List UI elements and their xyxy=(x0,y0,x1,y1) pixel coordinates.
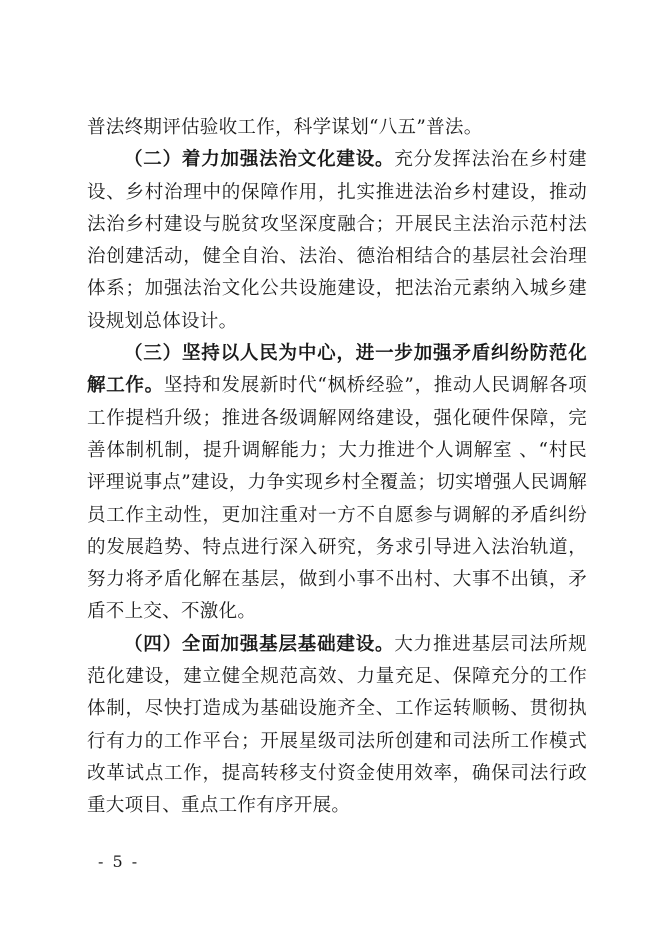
page-number: - 5 - xyxy=(98,852,140,871)
paragraph-text: 大力推进基层司法所规范化建设，建立健全规范高效、力量充足、保障充分的工作体制，尽快打造成为基础设施齐全、工作运转顺畅、贯彻执行有力的工作平台；开展星级司法所创建和司法所工作模式改革试点工作，提高转移支付资金使用效率，确保司法行政重大项目、重点工作有序开展。 xyxy=(87,633,587,817)
section-heading-4: （四）全面加强基层基础建设。 xyxy=(124,633,395,655)
paragraph-dispute-resolution xyxy=(87,338,587,629)
paragraph-grassroots-foundation xyxy=(87,629,587,823)
section-heading-2: （二）着力加强法治文化建设。 xyxy=(124,149,395,171)
document-body xyxy=(87,112,587,823)
paragraph-continuation xyxy=(87,112,587,144)
paragraph-rule-of-law-culture xyxy=(87,144,587,338)
paragraph-text: 普法终期评估验收工作，科学谋划“八五”普法。 xyxy=(87,117,483,138)
section-heading-3: （三）坚持以人民为中心，进一步加强矛盾纠纷防范化解工作。 xyxy=(87,343,587,397)
paragraph-text: 充分发挥法治在乡村建设、乡村治理中的保障作用，扎实推进法治乡村建设，推动法治乡村建设与脱贫攻坚深度融合；开展民主法治示范村法治创建活动，健全自治、法治、德治相结合的基层社会治理体系；加强法治文化公共设施建设，把法治元素纳入城乡建设规划总体设计。 xyxy=(87,149,587,332)
paragraph-text: 坚持和发展新时代“枫桥经验”，推动人民调解各项工作提档升级；推进各级调解网络建设，强化硬件保障，完善体制机制，提升调解能力；大力推进个人调解室 、“村民评理说事点”建设，力争实现乡村全覆盖；切实增强人民调解员工作主动性，更加注重对一方不自愿参与调解的矛盾纠纷的发展趋势、特点进行深入研究，务求引导进入法治轨道，努力将矛盾化解在基层，做到小事不出村、大事不出镇，矛盾不上交、不激化。 xyxy=(87,375,587,623)
